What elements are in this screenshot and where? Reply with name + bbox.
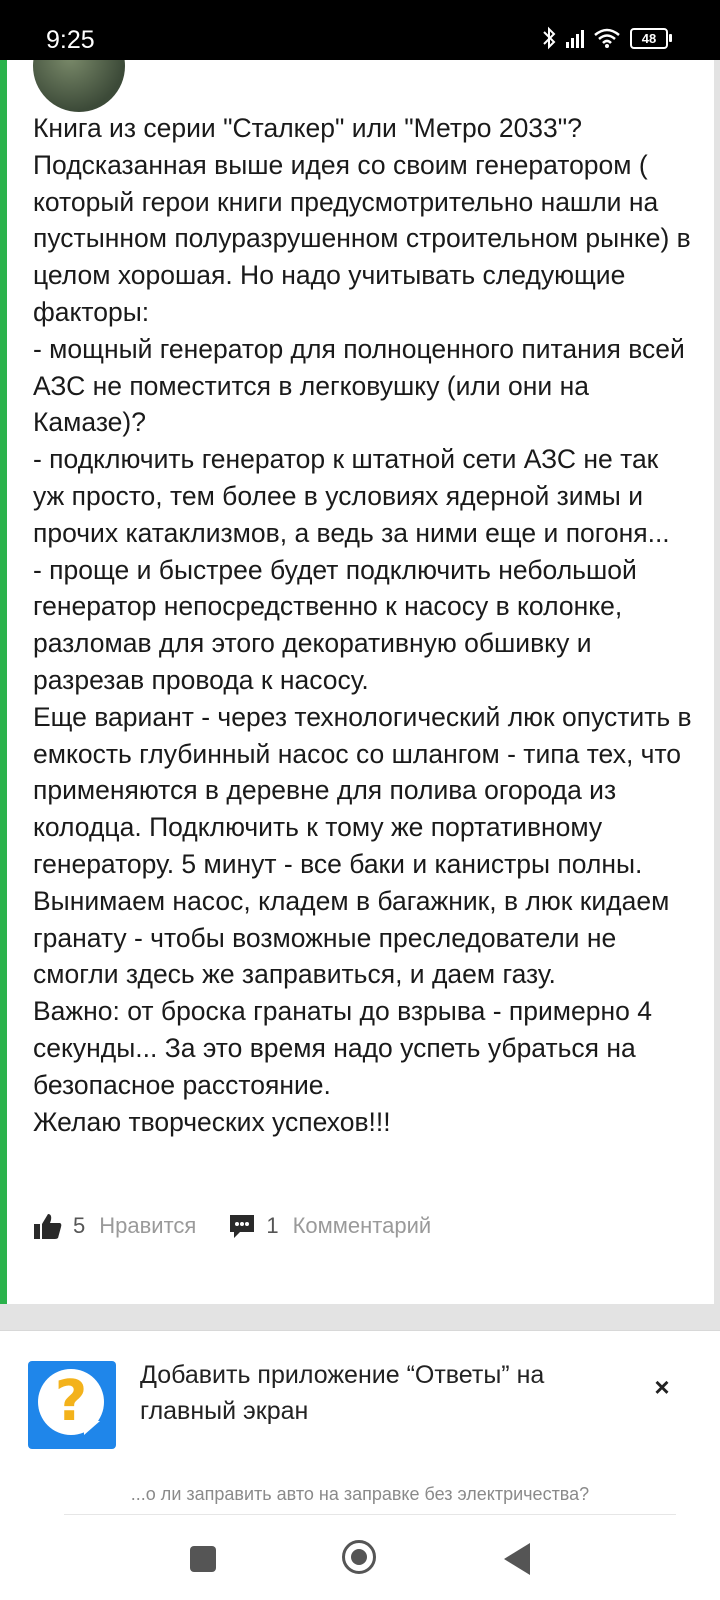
avatar[interactable] xyxy=(33,60,125,112)
url-strip xyxy=(0,1476,720,1518)
comments-count: 1 xyxy=(266,1213,279,1238)
install-app-banner[interactable] xyxy=(0,1330,720,1477)
signal-icon xyxy=(566,28,584,48)
answer-paragraph: - мощный генератор для полноценного питания всей АЗС не поместится в легковушку (или они на Камазе)? xyxy=(33,333,685,438)
bluetooth-icon xyxy=(542,26,556,50)
answer-paragraph: - подключить генератор к штатной сети АЗС не так уж просто, тем более в условиях ядерной зимы и прочих катаклизмов, а ведь за ними еще и погоня... xyxy=(33,444,670,548)
recents-button[interactable] xyxy=(190,1546,216,1572)
like-button[interactable] xyxy=(33,1212,196,1240)
likes-count: 5 xyxy=(73,1213,86,1238)
status-time: 9:25 xyxy=(46,26,95,54)
comment-icon xyxy=(228,1213,256,1239)
divider xyxy=(64,1514,676,1515)
banner-text: Добавить приложение “Ответы” на главный экран xyxy=(140,1361,545,1425)
question-mark-icon: ? xyxy=(54,1369,88,1434)
comments-label: Комментарий xyxy=(292,1213,432,1238)
home-button[interactable] xyxy=(342,1540,376,1574)
likes-label: Нравится xyxy=(99,1213,197,1238)
comment-button[interactable] xyxy=(196,1213,431,1239)
wifi-icon xyxy=(594,28,620,48)
answer-paragraph: - проще и быстрее будет подключить небольшой генератор непосредственно к насосу в колонке, разломав для этого декоративную обшивку и разрезав провода к насосу. xyxy=(33,554,637,695)
answer-paragraph: Еще вариант - через технологический люк опустить в емкость глубинный насос со шлангом - типа тех, что применяются в деревне для полива огорода из колодца. Подключить к тому же портативному генератору. 5 минут - все баки и канистры полны. Вынимаем насос, кладем в багажник, в люк кидаем гранату - чтобы возможные преследователи не смогли здесь же заправиться, и даем газу. xyxy=(33,701,692,990)
otvety-app-icon xyxy=(28,1361,116,1449)
thumbs-up-icon xyxy=(33,1212,63,1240)
battery-icon: 48 xyxy=(630,28,668,49)
status-bar xyxy=(0,0,720,60)
close-banner-button[interactable]: × xyxy=(654,1372,670,1402)
status-icons xyxy=(542,26,668,50)
answer-text xyxy=(33,110,693,1140)
back-button[interactable] xyxy=(504,1543,530,1575)
answer-paragraph: Подсказанная выше идея со своим генератором ( который герои книги предусмотрительно нашли на пустынном полуразрушенном строительном рынке) в целом хорошая. Но надо учитывать следующие факторы: xyxy=(33,149,691,327)
answer-paragraph: Желаю творческих успехов!!! xyxy=(33,1106,391,1137)
system-nav-bar xyxy=(0,1518,720,1600)
answer-paragraph: Книга из серии "Сталкер" или "Метро 2033"? xyxy=(33,113,582,143)
page-url-title[interactable]: ...о ли заправить авто на заправке без электричества? xyxy=(130,1484,590,1504)
answer-paragraph: Важно: от броска гранаты до взрыва - примерно 4 секунды... За это время надо успеть убраться на безопасное расстояние. xyxy=(33,996,652,1100)
answer-actions xyxy=(33,1212,431,1240)
answer-card xyxy=(0,60,714,1304)
